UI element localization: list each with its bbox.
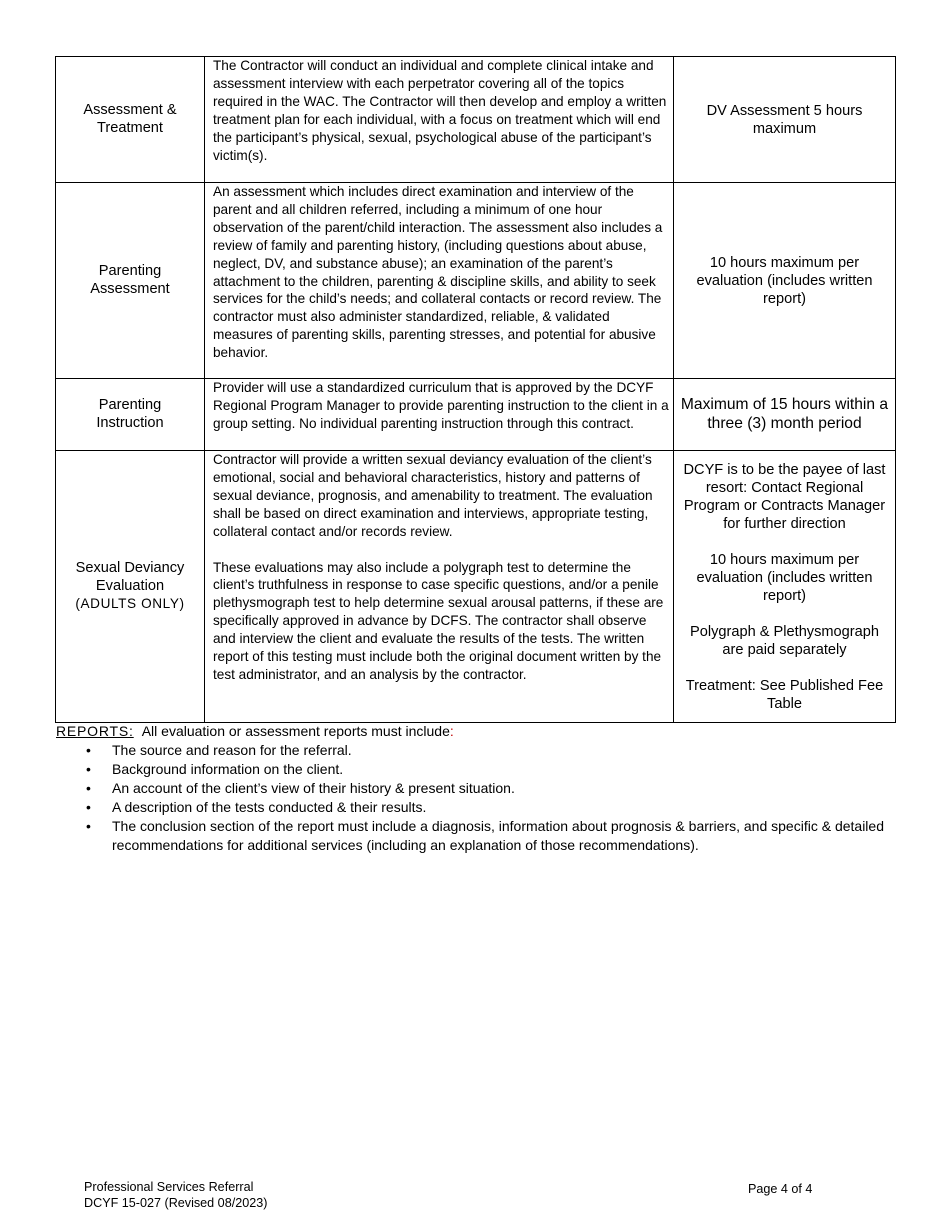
list-item: • The conclusion section of the report must include a diagnosis, information about prognosis & barriers, and specific & detailed recommendations for additional services (including an explanation of those recommendations).: [86, 818, 884, 853]
bullet-icon: •: [86, 761, 91, 777]
bullet-icon: •: [86, 780, 91, 796]
footer-form-info: [84, 1180, 267, 1211]
list-item: • A description of the tests conducted & their results.: [86, 799, 427, 815]
footer-form-title: Professional Services Referral: [84, 1180, 254, 1194]
service-name: Assessment & Treatment: [56, 57, 205, 183]
reports-list: [56, 741, 906, 855]
bullet-icon: •: [86, 799, 91, 815]
reports-colon: :: [449, 723, 454, 739]
services-table: [55, 56, 896, 723]
bullet-icon: •: [86, 742, 91, 758]
reports-label: REPORTS:: [56, 723, 134, 739]
service-row-assessment-treatment: [56, 57, 896, 183]
footer-page-number: Page 4 of 4: [748, 1182, 813, 1196]
reports-intro: All evaluation or assessment reports must include: [141, 723, 450, 739]
service-description: An assessment which includes direct examination and interview of the parent and all children referred, including a minimum of one hour observation of the parent/child interaction. The assessment also includes a review of family and parenting history, (including questions about abuse, neglect, DV, and substance abuse); an examination of the parent’s attachment to the children, parenting & discipline skills, and ability to seek services for the child’s needs; and collateral contacts or record review. The contractor must also administer standardized, reliable, & validated measures of parenting skills, parenting stresses, and potential for abusive behavior.: [205, 183, 674, 379]
service-rate: DV Assessment 5 hours maximum: [674, 57, 896, 183]
bullet-icon: •: [86, 818, 91, 834]
list-item: • An account of the client’s view of their history & present situation.: [86, 780, 515, 796]
service-row-parenting-assessment: [56, 183, 896, 379]
service-name: Sexual Deviancy Evaluation (ADULTS ONLY): [56, 451, 205, 723]
service-rate: Maximum of 15 hours within a three (3) month period: [674, 379, 896, 451]
service-rate: 10 hours maximum per evaluation (includes written report): [674, 183, 896, 379]
service-description: Provider will use a standardized curriculum that is approved by the DCYF Regional Program Manager to provide parenting instruction to the client in a group setting. No individual parenting instruction through this contract.: [205, 379, 674, 451]
list-item: • Background information on the client.: [86, 761, 344, 777]
service-name: Parenting Assessment: [56, 183, 205, 379]
service-description: The Contractor will conduct an individual and complete clinical intake and assessment interview with each perpetrator covering all of the topics required in the WAC. The Contractor will then develop and employ a written treatment plan for each individual, with a focus on treatment which will end the participant’s physical, sexual, psychological abuse of the participant’s victim(s).: [205, 57, 674, 183]
service-row-sexual-deviancy-evaluation: [56, 451, 896, 723]
service-name: Parenting Instruction: [56, 379, 205, 451]
footer-form-number: DCYF 15-027 (Revised 08/2023): [84, 1195, 268, 1210]
list-item: • The source and reason for the referral.: [86, 742, 352, 758]
service-row-parenting-instruction: [56, 379, 896, 451]
reports-section: [56, 722, 906, 855]
service-description: Contractor will provide a written sexual deviancy evaluation of the client’s emotional, social and behavioral characteristics, history and patterns of sexual deviance, prognosis, and amenability to treatment. The evaluation shall be based on direct examination and interviews, appropriate testing, collateral contact and/or records review. These evaluations may also include a polygraph test to determine the client’s truthfulness in response to case specific questions, and/or a penile plethysmograph test to help determine sexual arousal patterns, if these are specifically approved in advance by DCFS. The contractor shall observe and interview the client and evaluate the results of the tests. The written report of this testing must include both the original document written by the test administrator, and an analysis by the contractor.: [205, 451, 674, 723]
reports-heading: [56, 722, 906, 741]
service-rate: DCYF is to be the payee of last resort: Contact Regional Program or Contracts Manager for further direction 10 hours maximum per evaluation (includes written report) Polygraph & Plethysmograph are paid separately Treatment: See Published Fee Table: [674, 451, 896, 723]
